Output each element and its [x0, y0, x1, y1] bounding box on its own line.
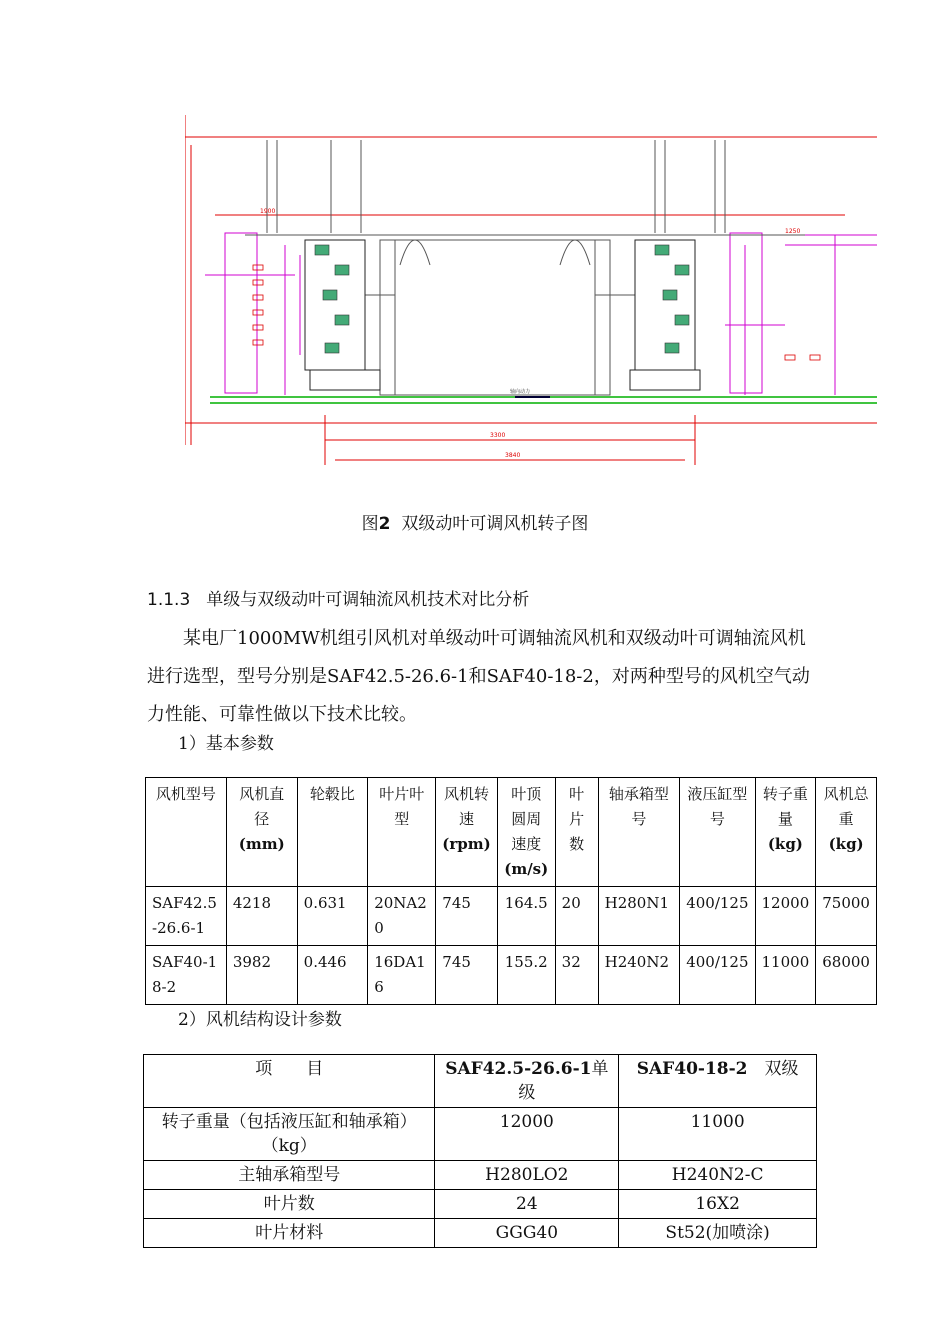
- table-row: [144, 1108, 817, 1161]
- center-label: 轴向动力: [510, 389, 531, 395]
- header-cell: 液压缸型号: [680, 778, 755, 887]
- table-cell: 20: [555, 887, 598, 946]
- table-header-row: [144, 1055, 817, 1108]
- section-number: 1.1.3: [147, 590, 191, 610]
- table-row: [146, 946, 877, 1005]
- caption-prefix: 图: [361, 514, 379, 534]
- table-cell: 16X2: [619, 1190, 817, 1219]
- table-cell: SAF40-18-2: [146, 946, 227, 1005]
- section-title: 单级与双级动叶可调轴流风机技术对比分析: [206, 590, 530, 610]
- table-cell: 745: [436, 887, 497, 946]
- header-cell: 轮毂比: [297, 778, 368, 887]
- table-cell: 745: [436, 946, 497, 1005]
- table-cell: St52(加喷涂): [619, 1219, 817, 1248]
- table-cell: 20NA20: [368, 887, 436, 946]
- header-cell: 叶顶圆周速度 (m/s): [497, 778, 555, 887]
- table-cell: 155.2: [497, 946, 555, 1005]
- header-cell: 轴承箱型号: [598, 778, 680, 887]
- table-row: [144, 1161, 817, 1190]
- caption-text: 双级动叶可调风机转子图: [401, 514, 589, 534]
- table-cell: 3982: [226, 946, 297, 1005]
- table-row: [144, 1190, 817, 1219]
- table-cell: 164.5: [497, 887, 555, 946]
- table-cell: 主轴承箱型号: [144, 1161, 435, 1190]
- header-cell: SAF42.5-26.6-1单级: [435, 1055, 619, 1108]
- basic-params-table: [145, 777, 877, 1005]
- table-cell: 0.446: [297, 946, 368, 1005]
- table-cell: 叶片材料: [144, 1219, 435, 1248]
- structure-params-table: [143, 1054, 817, 1248]
- body-paragraph: [147, 620, 817, 734]
- header-cell: 风机型号: [146, 778, 227, 887]
- table-row: [146, 887, 877, 946]
- table-cell: H280LO2: [435, 1161, 619, 1190]
- table-cell: 68000: [816, 946, 877, 1005]
- table-row: [144, 1219, 817, 1248]
- header-cell: 风机转速 (rpm): [436, 778, 497, 887]
- table-cell: 11000: [619, 1108, 817, 1161]
- table-cell: 0.631: [297, 887, 368, 946]
- subheading-structure-params: 2）风机结构设计参数: [178, 1010, 342, 1030]
- header-cell: 转子重量 (kg): [755, 778, 816, 887]
- table-cell: SAF42.5-26.6-1: [146, 887, 227, 946]
- dimension-label: 1900: [260, 208, 276, 215]
- header-cell: 叶片数: [555, 778, 598, 887]
- figure-caption: [0, 509, 950, 534]
- table-cell: 12000: [755, 887, 816, 946]
- dimension-label: 3300: [490, 432, 506, 439]
- table-cell: GGG40: [435, 1219, 619, 1248]
- table-cell: 4218: [226, 887, 297, 946]
- subheading-basic-params: 1）基本参数: [178, 734, 274, 754]
- table-header-row: [146, 778, 877, 887]
- rotor-drawing: [185, 115, 877, 467]
- table-cell: 32: [555, 946, 598, 1005]
- header-cell: SAF40-18-2 双级: [619, 1055, 817, 1108]
- dimension-label: 1250: [785, 228, 801, 235]
- table-cell: 叶片数: [144, 1190, 435, 1219]
- caption-number: 2: [378, 514, 391, 534]
- table-cell: 11000: [755, 946, 816, 1005]
- table-cell: 转子重量（包括液压缸和轴承箱）（kg）: [144, 1108, 435, 1161]
- table-cell: 24: [435, 1190, 619, 1219]
- dimension-label: 3840: [505, 452, 521, 459]
- table-cell: 400/125: [680, 946, 755, 1005]
- header-cell: 风机直径 (mm): [226, 778, 297, 887]
- table-cell: H280N1: [598, 887, 680, 946]
- table-cell: 12000: [435, 1108, 619, 1161]
- section-heading: [147, 585, 529, 610]
- paragraph-text: 某电厂1000MW机组引风机对单级动叶可调轴流风机和双级动叶可调轴流风机进行选型，型号分别是SAF42.5-26.6-1和SAF40-18-2，对两种型号的风机空气动力性能、可靠性做以下技术比较。: [147, 628, 810, 725]
- table-cell: 400/125: [680, 887, 755, 946]
- header-cell: 风机总重 (kg): [816, 778, 877, 887]
- table-cell: H240N2: [598, 946, 680, 1005]
- header-cell: 项 目: [144, 1055, 435, 1108]
- table-cell: H240N2-C: [619, 1161, 817, 1190]
- table-cell: 16DA16: [368, 946, 436, 1005]
- table-cell: 75000: [816, 887, 877, 946]
- header-cell: 叶片叶型: [368, 778, 436, 887]
